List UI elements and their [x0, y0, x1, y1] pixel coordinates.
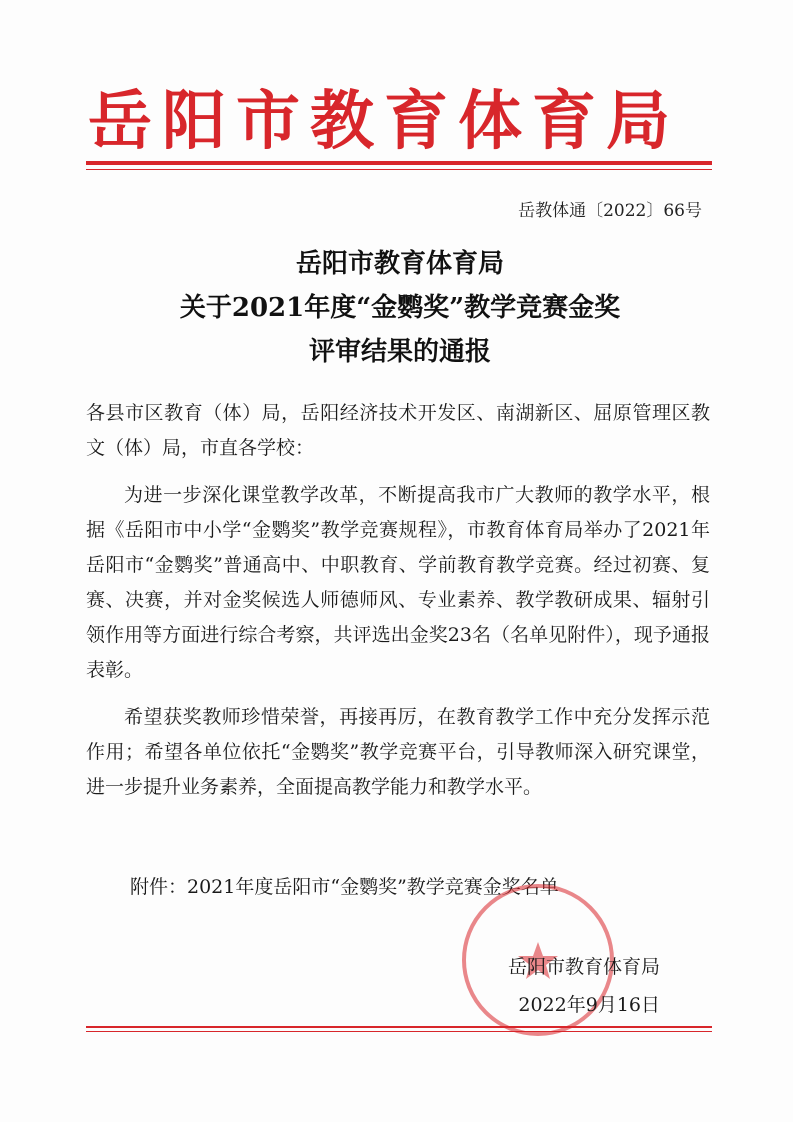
- title-line-3: 评审结果的通报: [308, 337, 491, 367]
- title-line-1: 岳阳市教育体育局: [295, 249, 504, 279]
- letterhead-rule-thin: [86, 169, 712, 170]
- document-body: [86, 396, 710, 817]
- title-line-2: 关于2021年度“金鹦奖”教学竞赛金奖: [179, 293, 621, 323]
- signing-organization: 岳阳市教育体育局: [507, 956, 660, 978]
- footer-rule-thin: [86, 1031, 712, 1032]
- document-title: [130, 242, 670, 374]
- letterhead-title: 岳阳市教育体育局: [88, 84, 680, 159]
- addressee: 各县市区教育（体）局，岳阳经济技术开发区、南湖新区、屈原管理区教文（体）局，市直各学校：: [86, 402, 710, 459]
- attachment-note: 附件：2021年度岳阳市“金鹦奖”教学竞赛金奖名单: [130, 876, 559, 898]
- signing-date: 2022年9月16日: [518, 994, 660, 1016]
- body-paragraph-1: 为进一步深化课堂教学改革，不断提高我市广大教师的教学水平，根据《岳阳市中小学“金鹦奖”教学竞赛规程》，市教育体育局举办了2021年岳阳市“金鹦奖”普通高中、中职教育、学前教育教学竞赛。经过初赛、复赛、决赛，并对金奖候选人师德师风、专业素养、教学教研成果、辐射引领作用等方面进行综合考察，共评选出金奖23名（名单见附件），现予通报表彰。: [86, 484, 710, 681]
- signature-block: [420, 948, 660, 1024]
- document-number: 岳教体通〔2022〕66号: [518, 201, 702, 221]
- letterhead-rule-thick: [86, 161, 712, 165]
- footer-rule-thick: [86, 1026, 712, 1028]
- body-paragraph-2: 希望获奖教师珍惜荣誉，再接再厉，在教育教学工作中充分发挥示范作用；希望各单位依托“金鹦奖”教学竞赛平台，引导教师深入研究课堂，进一步提升业务素养，全面提高教学能力和教学水平。: [86, 706, 710, 798]
